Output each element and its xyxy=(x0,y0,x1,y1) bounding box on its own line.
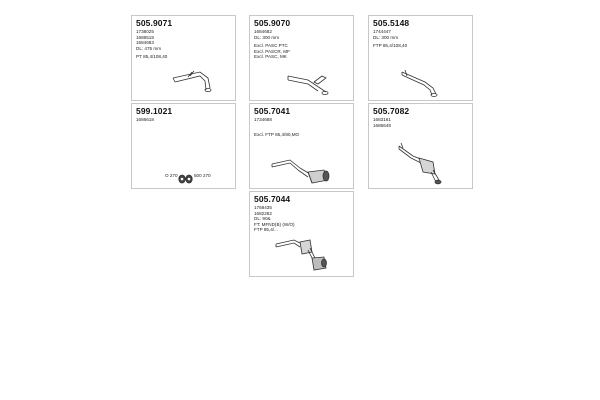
detail-line: 1686648 xyxy=(373,122,391,128)
part-details xyxy=(254,205,352,233)
part-card-599-1021[interactable] xyxy=(131,103,236,189)
detail-line: 1768435 xyxy=(254,205,272,210)
detail-line: 1744447 xyxy=(373,29,391,34)
part-details xyxy=(254,29,352,60)
part-card-505-9071[interactable] xyxy=(131,15,236,101)
exhaust-pipe-drawing xyxy=(270,150,332,189)
clamp-tag-right: 500 270 xyxy=(194,173,211,178)
part-details xyxy=(254,117,352,137)
part-number: 599.1021 xyxy=(136,106,173,116)
exhaust-pipe-drawing xyxy=(399,68,443,98)
detail-line: FT: MFND(B) (W/O) xyxy=(254,221,295,227)
part-card-505-5148[interactable] xyxy=(368,15,473,101)
detail-line: DL: 90& xyxy=(254,216,271,222)
detail-line: DL: 475 mm xyxy=(136,45,162,51)
part-details xyxy=(373,117,471,128)
part-number: 505.7082 xyxy=(373,106,410,116)
exhaust-pipe-drawing xyxy=(170,64,218,98)
part-details xyxy=(136,117,234,123)
detail-line: Excl. PASC PTC xyxy=(254,43,288,49)
detail-line: 1684682 xyxy=(254,29,272,34)
exhaust-pipe-drawing xyxy=(274,230,330,274)
exhaust-pipe-drawing xyxy=(395,140,447,189)
detail-line: Excl. PASC, MK xyxy=(254,54,287,60)
part-number: 505.7041 xyxy=(254,106,291,116)
detail-line: 1683161 xyxy=(373,117,391,122)
exhaust-pipe-drawing xyxy=(286,66,332,98)
part-details xyxy=(136,29,234,60)
detail-line: 1738025 xyxy=(136,29,154,34)
detail-line: 1682282 xyxy=(254,210,272,216)
part-number: 505.5148 xyxy=(373,18,410,28)
detail-line: 1686618 xyxy=(136,117,154,122)
detail-line: DL: 300 mm xyxy=(254,34,280,40)
detail-line: FTP 85,4/... xyxy=(254,227,278,233)
detail-line: FTP 85,4/108,40 xyxy=(373,43,408,49)
part-number: 505.7044 xyxy=(254,194,291,204)
detail-line: 1734688 xyxy=(254,117,272,122)
part-number: 505.9071 xyxy=(136,18,173,28)
part-card-505-7044[interactable] xyxy=(249,191,354,277)
part-card-505-9070[interactable] xyxy=(249,15,354,101)
detail-line: Excl. FTP 85,4/80,MO xyxy=(254,131,300,137)
detail-line: PT 85,4/108,40 xyxy=(136,54,168,60)
detail-line: DL: 300 mm xyxy=(373,34,399,40)
part-number: 505.9070 xyxy=(254,18,291,28)
part-card-505-7082[interactable] xyxy=(368,103,473,189)
part-details xyxy=(373,29,471,49)
clamp-tag-left: O 270 xyxy=(165,173,178,178)
detail-line: 1684683 xyxy=(136,40,154,46)
detail-line: Excl. PASCR, MF xyxy=(254,48,290,54)
part-card-505-7041[interactable] xyxy=(249,103,354,189)
detail-line: 1686518 xyxy=(136,34,154,40)
